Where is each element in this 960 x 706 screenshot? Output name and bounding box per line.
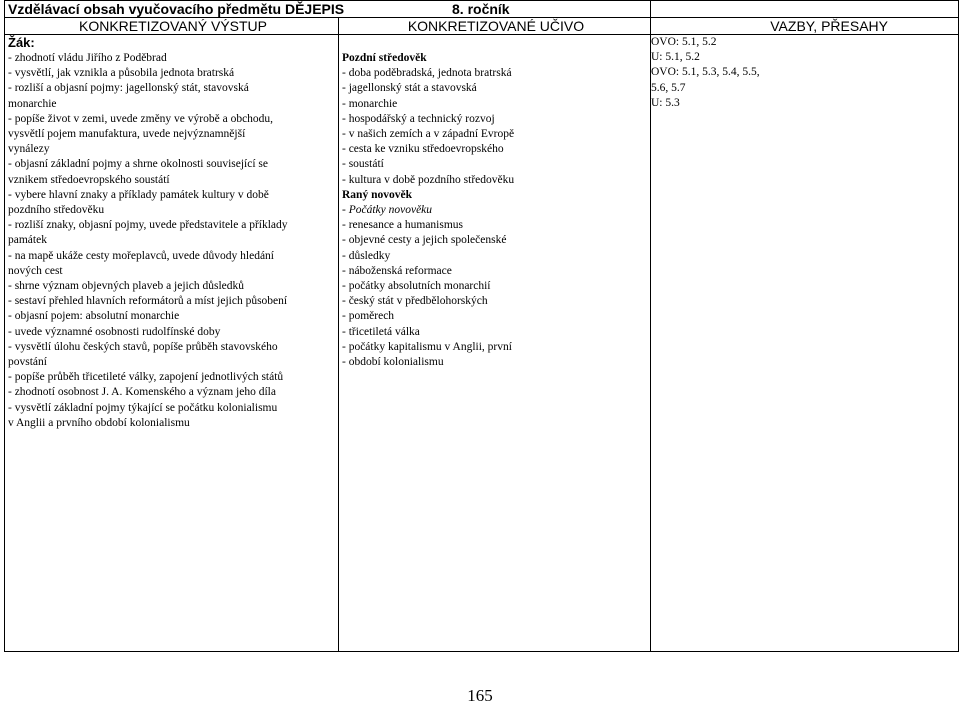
link-line: OVO: 5.1, 5.3, 5.4, 5.5, <box>651 66 760 79</box>
output-line: - vysvětlí, jak vznikla a působila jednota bratrská <box>8 67 235 80</box>
column-header-outputs: KONKRETIZOVANÝ VÝSTUP <box>5 18 339 35</box>
output-line: - objasní pojem: absolutní monarchie <box>8 310 180 323</box>
column-header-row <box>5 18 959 35</box>
content-item: - cesta ke vzniku středoevropského <box>342 143 504 156</box>
link-line: OVO: 5.1, 5.2 <box>651 36 717 48</box>
header-row <box>5 1 959 18</box>
output-line: - zhodnotí vládu Jiřího z Poděbrad <box>8 52 167 64</box>
output-line: - rozliší znaky, objasní pojmy, uvede představitele a příklady <box>8 219 288 232</box>
section2-subtitle: - Počátky novověku <box>342 204 433 217</box>
link-line: U: 5.1, 5.2 <box>651 51 700 64</box>
output-line: - uvede významné osobnosti rudolfínské doby <box>8 325 221 338</box>
section1-title: Pozdní středověk <box>342 52 427 64</box>
section2-title: Raný novověk <box>342 188 412 201</box>
section2-list <box>342 218 650 370</box>
content-item: - počátky kapitalismu v Anglii, první <box>342 340 512 353</box>
outputs-list <box>8 51 338 431</box>
output-line: - zhodnotí osobnost J. A. Komenského a význam jeho díla <box>8 386 276 399</box>
output-line: monarchie <box>8 97 57 110</box>
link-line: U: 5.3 <box>651 96 680 109</box>
output-line: - na mapě ukáže cesty mořeplavců, uvede důvody hledání <box>8 249 274 262</box>
content-item: - český stát v předbělohorských <box>342 295 488 308</box>
grade-title: 8. ročník <box>452 1 510 17</box>
output-line: - vybere hlavní znaky a příklady památek kultury v době <box>8 188 269 201</box>
content-item: - období kolonialismu <box>342 356 444 369</box>
output-line: vysvětlí pojem manufaktura, uvede nejvýznamnější <box>8 128 246 141</box>
content-item: - počátky absolutních monarchií <box>342 280 491 293</box>
content-item: - renesance a humanismus <box>342 219 464 232</box>
content-item: - hospodářský a technický rozvoj <box>342 112 495 125</box>
content-item: - důsledky <box>342 249 391 262</box>
content-cell <box>339 35 651 652</box>
output-line: vznikem středoevropského soustátí <box>8 173 170 186</box>
output-line: památek <box>8 234 47 247</box>
output-line: v Anglii a prvního období kolonialismu <box>8 416 190 429</box>
content-item: - třicetiletá válka <box>342 325 420 338</box>
links-list <box>651 35 958 111</box>
content-item: - doba poděbradská, jednota bratrská <box>342 67 512 80</box>
output-line: - vysvětlí úlohu českých stavů, popíše průběh stavovského <box>8 340 278 353</box>
header-empty-cell <box>651 1 959 18</box>
link-line: 5.6, 5.7 <box>651 81 686 94</box>
outputs-heading: Žák: <box>8 35 35 50</box>
output-line: - vysvětlí základní pojmy týkající se počátku kolonialismu <box>8 401 278 414</box>
output-line: pozdního středověku <box>8 204 105 217</box>
header-subject-cell <box>5 1 651 18</box>
content-item: - jagellonský stát a stavovská <box>342 82 477 95</box>
links-cell <box>651 35 959 652</box>
content-item: - náboženská reformace <box>342 264 452 277</box>
column-header-content: KONKRETIZOVANÉ UČIVO <box>339 18 651 35</box>
output-line: - popíše průběh třicetileté války, zapojení jednotlivých států <box>8 371 284 384</box>
output-line: - rozliší a objasní pojmy: jagellonský stát, stavovská <box>8 82 249 95</box>
content-item: - objevné cesty a jejich společenské <box>342 234 507 247</box>
output-line: - shrne význam objevných plaveb a jejich důsledků <box>8 280 244 293</box>
output-line: vynálezy <box>8 143 50 156</box>
content-item: - v našich zemích a v západní Evropě <box>342 128 515 141</box>
section1-list <box>342 66 650 188</box>
page-number: 165 <box>467 686 493 705</box>
column-header-links: VAZBY, PŘESAHY <box>651 18 959 35</box>
output-line: nových cest <box>8 264 63 277</box>
subject-title: Vzdělávací obsah vyučovacího předmětu DĚJEPIS <box>8 1 345 17</box>
output-line: povstání <box>8 356 47 369</box>
output-line: - objasní základní pojmy a shrne okolnosti související se <box>8 158 268 171</box>
content-item: - monarchie <box>342 97 398 110</box>
content-item: - soustátí <box>342 158 384 171</box>
output-line: - sestaví přehled hlavních reformátorů a míst jejich působení <box>8 295 288 308</box>
output-line: - popíše život v zemi, uvede změny ve výrobě a obchodu, <box>8 112 274 125</box>
outputs-cell <box>5 35 339 652</box>
content-item: - poměrech <box>342 310 395 323</box>
content-row <box>5 35 959 652</box>
curriculum-table <box>4 0 959 652</box>
content-item: - kultura v době pozdního středověku <box>342 173 515 186</box>
